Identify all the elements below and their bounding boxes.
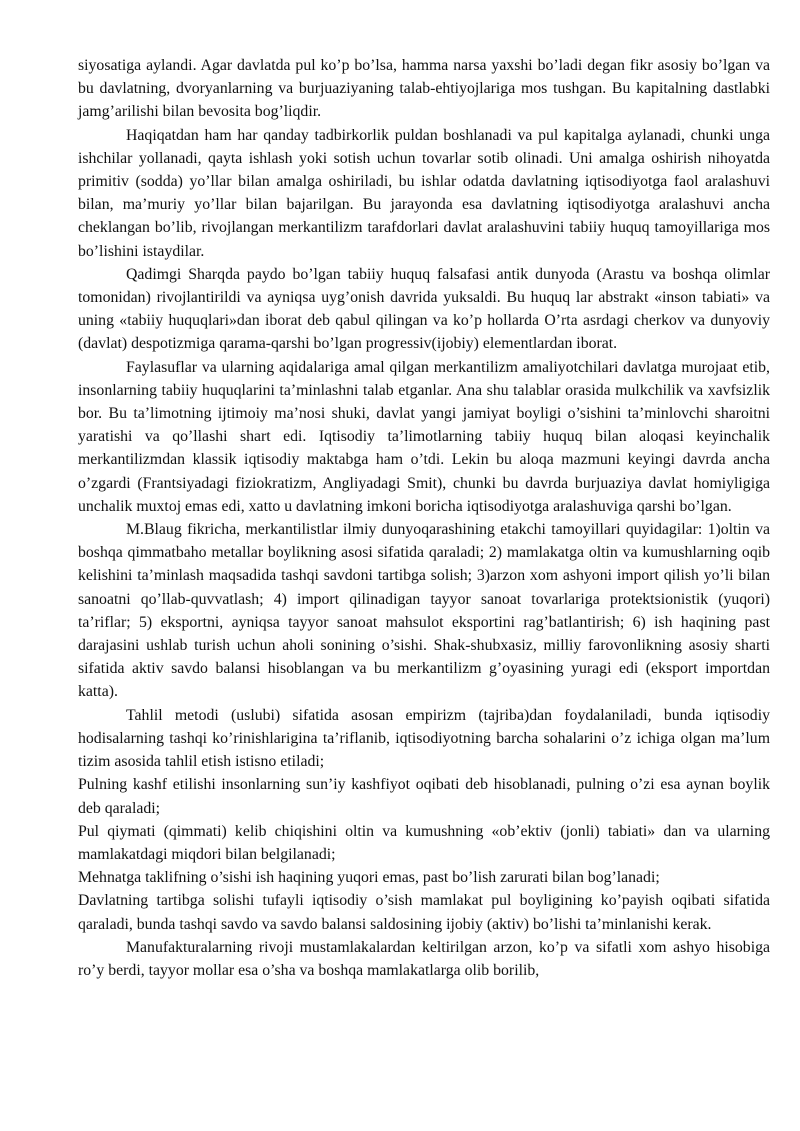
paragraph: Pul qiymati (qimmati) kelib chiqishini oltin va kumushning «ob’ektiv (jonli) tabiati» dan va ularning mamlakatdagi miqdori bilan belgilanadi;	[78, 822, 770, 863]
paragraph: Manufakturalarning rivoji mustamlakalardan keltirilgan arzon, ko’p va sifatli xom ashyo hisobiga ro’y berdi, tayyor mollar esa o’sha va boshqa mamlakatlarga olib borilib,	[78, 938, 770, 979]
document-page	[78, 54, 770, 982]
paragraph: Mehnatga taklifning o’sishi ish haqining yuqori emas, past bo’lish zarurati bilan bog’lanadi;	[78, 869, 660, 887]
paragraph: Faylasuflar va ularning aqidalariga amal qilgan merkantilizm amaliyotchilari davlatga murojaat etib, insonlarning tabiiy huquqlarini ta’minlashni talab etganlar. Ana shu talablar orasida mulkchilik va xavfsizlik bor. Bu ta’limotning ijtimoiy ma’nosi shuki, davlat yangi jamiyat boyligi o’sishini ta’minlovchi sharoitni yaratishi va qo’llashi shart edi. Iqtisodiy ta’limotlarning tabiiy huquq bilan aloqasi keyinchalik merkantilizmdan klassik iqtisodiy maktabga ham o’tdi. Lekin bu aloqa mazmuni keyingi davrda ancha o’zgardi (Frantsiyadagi fiziokratizm, Angliyadagi Smit), chunki bu davrda burjuaziya davlat homiyligiga unchalik muxtoj emas edi, xatto u davlatning imkoni boricha iqtisodiyotga aralashuviga qarshi bo’lgan.	[78, 358, 770, 515]
paragraph: Qadimgi Sharqda paydo bo’lgan tabiiy huquq falsafasi antik dunyoda (Arastu va boshqa olimlar tomonidan) rivojlantirildi va ayniqsa uyg’onish davrida yuksaldi. Bu huquq lar abstrakt «inson tabiati» va uning «tabiiy huquqlari»dan iborat deb qabul qilingan va ko’p hollarda O’rta asrdagi cherkov va dunyoviy (davlat) despotizmiga qarama-qarshi bo’lgan progressiv(ijobiy) elementlardan iborat.	[78, 265, 770, 353]
paragraph: Pulning kashf etilishi insonlarning sun’iy kashfiyot oqibati deb hisoblanadi, pulning o’zi esa aynan boylik deb qaraladi;	[78, 776, 770, 817]
paragraph: siyosatiga aylandi. Agar davlatda pul ko’p bo’lsa, hamma narsa yaxshi bo’ladi degan fikr asosiy bo’lgan va bu davlatning, dvoryanlarning va burjuaziyaning talab-ehtiyojlariga mos tushgan. Bu kapitalning dastlabki jamg’arilishi bilan bevosita bog’liqdir.	[78, 57, 770, 121]
paragraph: M.Blaug fikricha, merkantilistlar ilmiy dunyoqarashining etakchi tamoyillari quyidagilar: 1)oltin va boshqa qimmatbaho metallar boylikning asosi sifatida qaraladi; 2) mamlakatga oltin va kumushlarning oqib kelishini ta’minlash maqsadida tashqi savdoni tartibga solish; 3)arzon xom ashyoni import qilish yo’li bilan sanoatni qo’llab-quvvatlash; 4) import qilinadigan tayyor sanoat tovarlariga protektsionistik (yuqori) ta’riflar; 5) eksportni, ayniqsa tayyor sanoat mahsulot eksportini rag’batlantirish; 6) ish haqining past darajasini ushlab turish uchun aholi sonining o’sishi. Shak-shubxasiz, milliy farovonlikning asosiy sharti sifatida aktiv savdo balansi hisoblangan va bu merkantilizm g’oyasining yuragi edi (eksport importdan katta).	[78, 521, 770, 701]
paragraph: Haqiqatdan ham har qanday tadbirkorlik puldan boshlanadi va pul kapitalga aylanadi, chunki unga ishchilar yollanadi, qayta ishlash yoki sotish uchun tovarlar sotib olinadi. Uni amalga oshirish nihoyatda primitiv (sodda) yo’llar bilan amalga oshiriladi, bu ishlar odatda davlatning iqtisodiyotga faol aralashuvi bilan, ma’muriy yo’llar bilan bajarilgan. Bu jarayonda esa davlatning iqtisodiyotga aralashuvi ancha cheklangan bo’lib, rivojlangan merkantilizm tarafdorlari davlat aralashuvini tabiiy huquq tamoyillariga mos bo’lishini istaydilar.	[78, 126, 770, 260]
paragraph: Davlatning tartibga solishi tufayli iqtisodiy o’sish mamlakat pul boyligining ko’payish oqibati sifatida qaraladi, bunda tashqi savdo va savdo balansi saldosining ijobiy (aktiv) bo’lishi ta’minlanishi kerak.	[78, 892, 770, 933]
paragraph: Tahlil metodi (uslubi) sifatida asosan empirizm (tajriba)dan foydalaniladi, bunda iqtisodiy hodisalarning tashqi ko’rinishlarigina ta’riflanib, iqtisodiyotning barcha sohalarini o’z ichiga olgan ma’lum tizim asosida tahlil etish istisno etiladi;	[78, 706, 770, 771]
